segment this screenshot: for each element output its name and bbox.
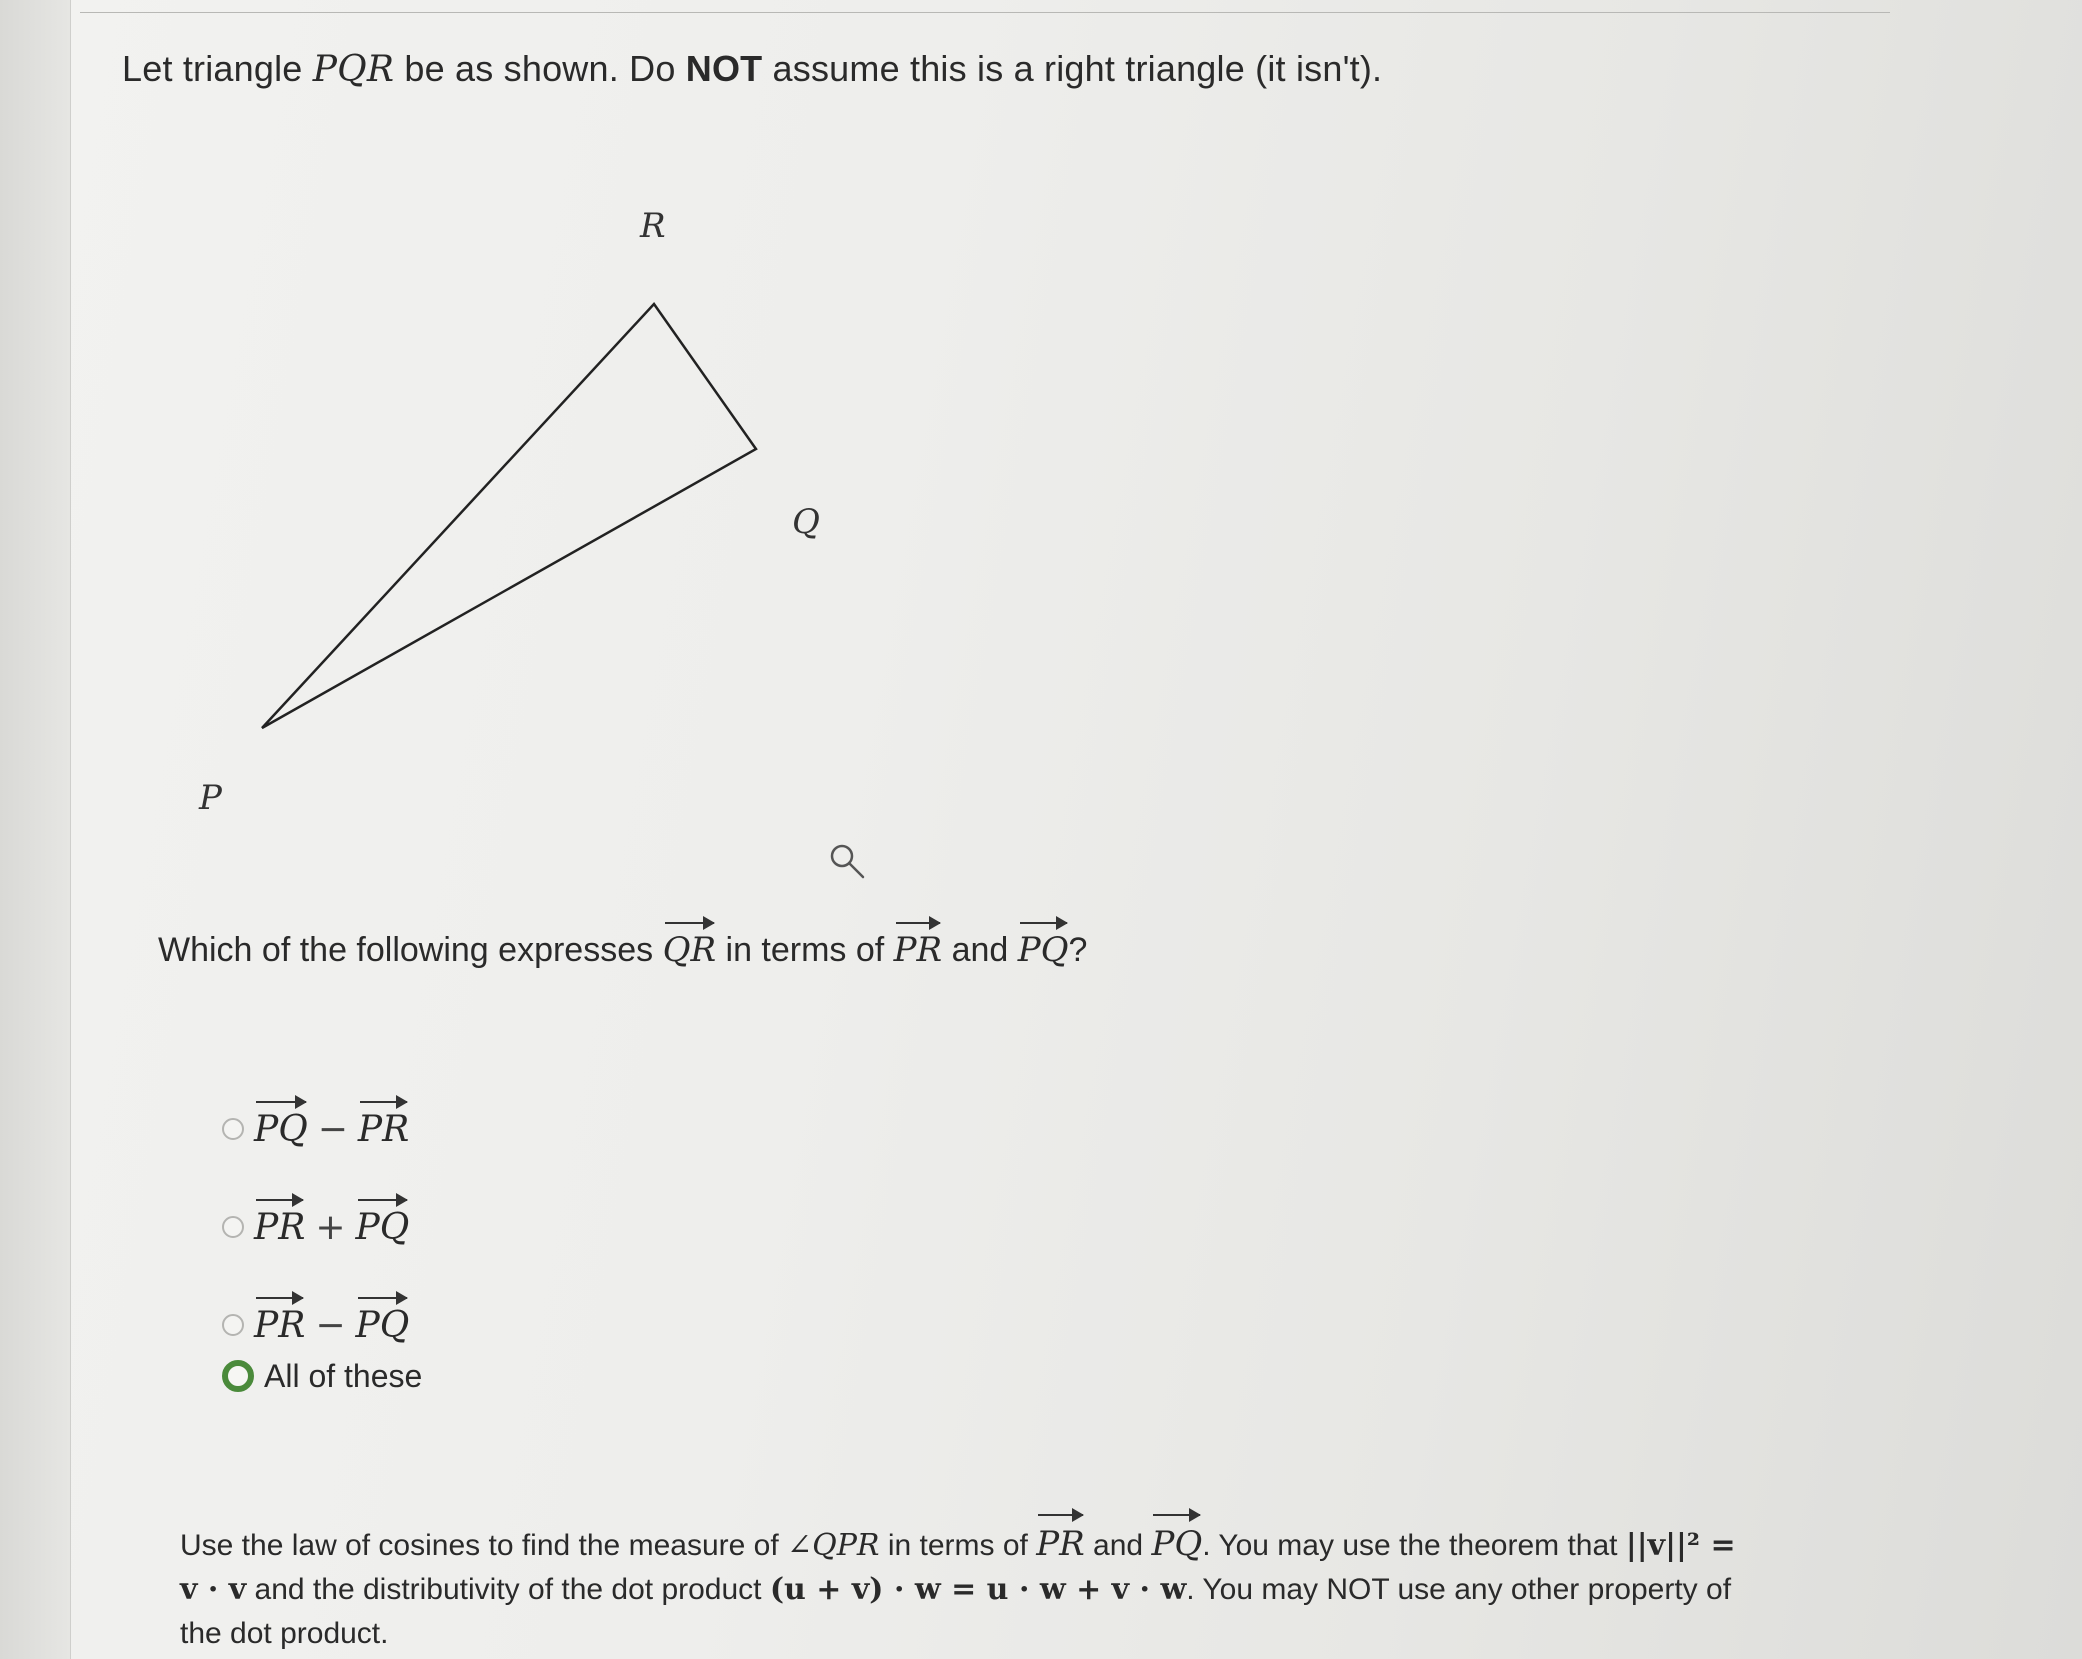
norm-identity: ||v||² = v · v <box>180 1528 1736 1607</box>
option-all-of-these[interactable]: All of these <box>222 1346 422 1406</box>
option-pq-minus-pr[interactable]: PQ − PR <box>222 1052 422 1150</box>
vertex-label-p: P <box>199 778 222 818</box>
vertex-label-r: R <box>640 206 666 246</box>
problem-intro: Let triangle PQR be as shown. Do NOT assume this is a right triangle (it isn't). <box>122 48 1383 90</box>
left-panel-edge <box>0 0 71 1659</box>
law-of-cosines-prompt: Use the law of cosines to find the measure of ∠QPR in terms of PR and PQ. You may use the theorem that ||v||² = v · v and the distributivity of the dot product (u + v) · w = u · w + v · w. You may NOT use any other property of the dot product. <box>180 1510 1760 1656</box>
option-pr-plus-pq[interactable]: PR + PQ <box>222 1150 422 1248</box>
triangle-pqr <box>262 304 756 728</box>
zoom-search-icon[interactable] <box>826 840 870 884</box>
question-prompt: Which of the following expresses QR in terms of PR and PQ? <box>158 918 1087 970</box>
vector-pq: PQ <box>1151 1510 1202 1566</box>
triangle-name: PQR <box>312 49 395 90</box>
option-pr-minus-pq[interactable]: PR − PQ <box>222 1248 422 1346</box>
answer-options <box>222 1052 422 1406</box>
radio-button[interactable] <box>222 1216 244 1238</box>
vector-pq: PQ <box>1018 918 1069 970</box>
not-emphasis: NOT <box>685 48 763 89</box>
radio-button[interactable] <box>222 1314 244 1336</box>
angle-qpr: ∠QPR <box>787 1528 880 1563</box>
radio-button-selected[interactable] <box>222 1360 254 1392</box>
top-divider <box>80 12 1890 13</box>
vector-pr: PR <box>894 918 942 970</box>
radio-button[interactable] <box>222 1118 244 1140</box>
vector-pr: PR <box>1036 1510 1084 1566</box>
vertex-label-q: Q <box>792 502 820 542</box>
vector-qr: QR <box>663 918 716 970</box>
distributivity-identity: (u + v) · w = u · w + v · w <box>769 1572 1187 1607</box>
